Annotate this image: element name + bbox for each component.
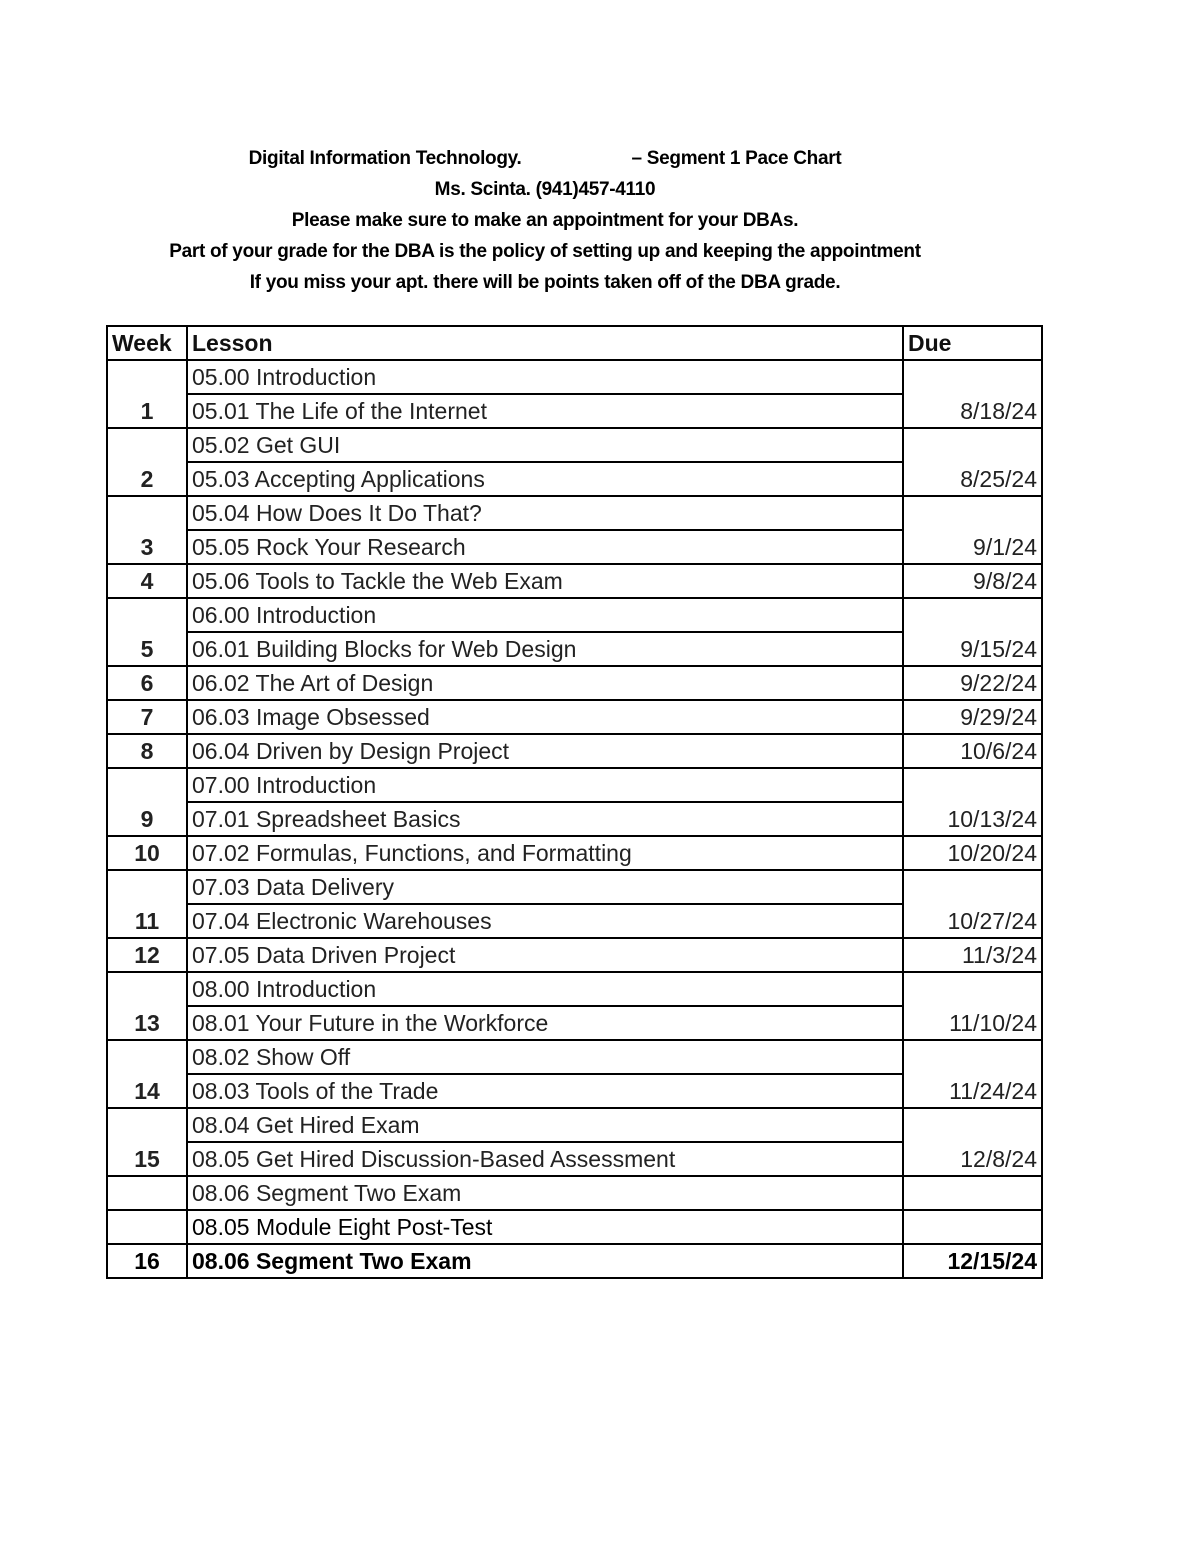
lesson-cell: 07.04 Electronic Warehouses bbox=[187, 904, 903, 938]
lesson-cell: 06.03 Image Obsessed bbox=[187, 700, 903, 734]
table-row bbox=[107, 1074, 1042, 1108]
week-cell: 13 bbox=[107, 972, 187, 1040]
due-date-cell: 10/13/24 bbox=[903, 768, 1042, 836]
lesson-cell: 07.00 Introduction bbox=[187, 768, 903, 802]
lesson-cell: 08.00 Introduction bbox=[187, 972, 903, 1006]
lesson-cell: 06.00 Introduction bbox=[187, 598, 903, 632]
week-cell: 2 bbox=[107, 428, 187, 496]
due-date-cell: 9/22/24 bbox=[903, 666, 1042, 700]
week-cell bbox=[107, 1176, 187, 1210]
due-date-cell: 12/8/24 bbox=[903, 1108, 1042, 1176]
table-row bbox=[107, 700, 1042, 734]
due-column-header: Due bbox=[903, 326, 1042, 360]
chart-title: – Segment 1 Pace Chart bbox=[631, 148, 842, 169]
week-cell: 15 bbox=[107, 1108, 187, 1176]
due-date-cell: 11/24/24 bbox=[903, 1040, 1042, 1108]
lesson-cell: 05.00 Introduction bbox=[187, 360, 903, 394]
table-row bbox=[107, 870, 1042, 904]
table-row bbox=[107, 428, 1042, 462]
pace-chart-table bbox=[106, 325, 1043, 1279]
lesson-cell: 07.02 Formulas, Functions, and Formatting bbox=[187, 836, 903, 870]
teacher-contact: Ms. Scinta. (941)457-4110 bbox=[434, 179, 656, 200]
due-date-cell bbox=[903, 1176, 1042, 1210]
table-row bbox=[107, 904, 1042, 938]
due-date-cell: 10/6/24 bbox=[903, 734, 1042, 768]
lesson-cell: 07.01 Spreadsheet Basics bbox=[187, 802, 903, 836]
grade-policy-note: Part of your grade for the DBA is the policy of setting up and keeping the appointment bbox=[169, 241, 921, 262]
due-date-cell: 11/3/24 bbox=[903, 938, 1042, 972]
due-date-cell: 8/25/24 bbox=[903, 428, 1042, 496]
table-row bbox=[107, 768, 1042, 802]
week-cell: 16 bbox=[107, 1244, 187, 1278]
lesson-cell: 08.02 Show Off bbox=[187, 1040, 903, 1074]
table-row bbox=[107, 598, 1042, 632]
week-cell: 8 bbox=[107, 734, 187, 768]
lesson-cell: 08.03 Tools of the Trade bbox=[187, 1074, 903, 1108]
table-row bbox=[107, 462, 1042, 496]
table-body bbox=[107, 360, 1042, 1278]
table-row bbox=[107, 666, 1042, 700]
lesson-cell: 08.05 Module Eight Post-Test bbox=[187, 1210, 903, 1244]
due-date-cell: 9/1/24 bbox=[903, 496, 1042, 564]
table-row bbox=[107, 1210, 1042, 1244]
lesson-cell: 08.06 Segment Two Exam bbox=[187, 1176, 903, 1210]
due-date-cell: 9/15/24 bbox=[903, 598, 1042, 666]
lesson-cell: 06.01 Building Blocks for Web Design bbox=[187, 632, 903, 666]
table-row bbox=[107, 1006, 1042, 1040]
week-cell: 14 bbox=[107, 1040, 187, 1108]
lesson-column-header: Lesson bbox=[187, 326, 903, 360]
week-cell: 3 bbox=[107, 496, 187, 564]
lesson-cell: 07.03 Data Delivery bbox=[187, 870, 903, 904]
table-row bbox=[107, 972, 1042, 1006]
document-header bbox=[0, 143, 1090, 298]
week-cell: 7 bbox=[107, 700, 187, 734]
due-date-cell: 10/27/24 bbox=[903, 870, 1042, 938]
lesson-cell: 05.04 How Does It Do That? bbox=[187, 496, 903, 530]
lesson-cell: 08.01 Your Future in the Workforce bbox=[187, 1006, 903, 1040]
table-row bbox=[107, 360, 1042, 394]
lesson-cell: 05.03 Accepting Applications bbox=[187, 462, 903, 496]
week-cell: 12 bbox=[107, 938, 187, 972]
week-cell: 9 bbox=[107, 768, 187, 836]
week-cell bbox=[107, 1210, 187, 1244]
table-row bbox=[107, 734, 1042, 768]
due-date-cell: 9/8/24 bbox=[903, 564, 1042, 598]
lesson-cell: 06.02 The Art of Design bbox=[187, 666, 903, 700]
title-line bbox=[0, 143, 1090, 174]
table-row bbox=[107, 802, 1042, 836]
table-row bbox=[107, 394, 1042, 428]
week-cell: 1 bbox=[107, 360, 187, 428]
table-row bbox=[107, 1244, 1042, 1278]
lesson-cell: 05.01 The Life of the Internet bbox=[187, 394, 903, 428]
lesson-cell: 05.06 Tools to Tackle the Web Exam bbox=[187, 564, 903, 598]
lesson-cell: 07.05 Data Driven Project bbox=[187, 938, 903, 972]
table-row bbox=[107, 530, 1042, 564]
week-cell: 11 bbox=[107, 870, 187, 938]
due-date-cell: 11/10/24 bbox=[903, 972, 1042, 1040]
table-row bbox=[107, 1108, 1042, 1142]
due-date-cell: 12/15/24 bbox=[903, 1244, 1042, 1278]
table-row bbox=[107, 564, 1042, 598]
table-row bbox=[107, 1040, 1042, 1074]
appointment-note: Please make sure to make an appointment for your DBAs. bbox=[291, 210, 799, 231]
table-row bbox=[107, 938, 1042, 972]
lesson-cell: 08.05 Get Hired Discussion-Based Assessment bbox=[187, 1142, 903, 1176]
week-cell: 4 bbox=[107, 564, 187, 598]
week-cell: 5 bbox=[107, 598, 187, 666]
table-row bbox=[107, 836, 1042, 870]
lesson-cell: 08.06 Segment Two Exam bbox=[187, 1244, 903, 1278]
due-date-cell: 9/29/24 bbox=[903, 700, 1042, 734]
missed-appointment-note: If you miss your apt. there will be points taken off of the DBA grade. bbox=[249, 272, 841, 293]
table-row bbox=[107, 632, 1042, 666]
due-date-cell: 8/18/24 bbox=[903, 360, 1042, 428]
lesson-cell: 06.04 Driven by Design Project bbox=[187, 734, 903, 768]
week-cell: 6 bbox=[107, 666, 187, 700]
week-cell: 10 bbox=[107, 836, 187, 870]
lesson-cell: 05.02 Get GUI bbox=[187, 428, 903, 462]
lesson-cell: 08.04 Get Hired Exam bbox=[187, 1108, 903, 1142]
table-row bbox=[107, 496, 1042, 530]
course-title: Digital Information Technology. bbox=[248, 148, 522, 169]
table-header-row bbox=[107, 326, 1042, 360]
due-date-cell bbox=[903, 1210, 1042, 1244]
week-column-header: Week bbox=[107, 326, 187, 360]
lesson-cell: 05.05 Rock Your Research bbox=[187, 530, 903, 564]
table-row bbox=[107, 1176, 1042, 1210]
due-date-cell: 10/20/24 bbox=[903, 836, 1042, 870]
table-row bbox=[107, 1142, 1042, 1176]
